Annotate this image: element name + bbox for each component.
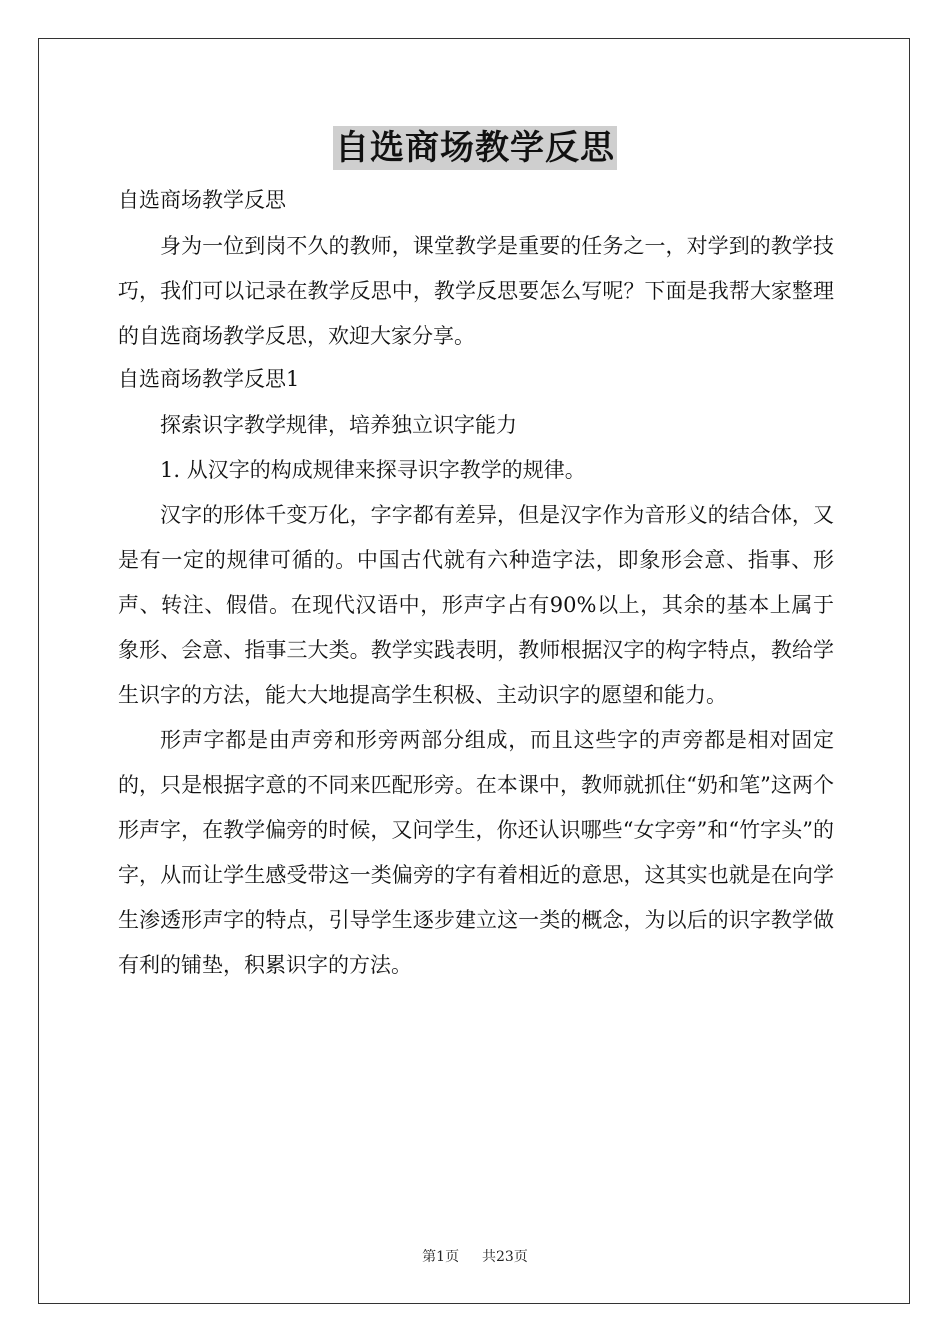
title-container [0, 126, 950, 170]
page-number: 第1页 [422, 1249, 460, 1265]
document-body [118, 180, 834, 988]
numbered-point-1: 1. 从汉字的构成规律来探寻识字教学的规律。 [160, 458, 586, 482]
body-paragraph: 汉字的形体千变万化，字字都有差异，但是汉字作为音形义的结合体，又是有一定的规律可循的。中国古代就有六种造字法，即象形会意、指事、形声、转注、假借。在现代汉语中，形声字占有90%以上，其余的基本上属于象形、会意、指事三大类。教学实践表明，教师根据汉字的构字特点，教给学生识字的方法，能大大地提高学生积极、主动识字的愿望和能力。 [118, 503, 834, 707]
section-heading: 自选商场教学反思 [118, 188, 286, 212]
page-total: 共23页 [482, 1249, 528, 1265]
subtitle-paragraph: 探索识字教学规律，培养独立识字能力 [160, 413, 517, 437]
body-paragraph: 形声字都是由声旁和形旁两部分组成，而且这些字的声旁都是相对固定的，只是根据字意的不同来匹配形旁。在本课中，教师就抓住“奶和笔”这两个形声字，在教学偏旁的时候，又问学生，你还认识哪些“女字旁”和“竹字头”的字，从而让学生感受带这一类偏旁的字有着相近的意思，这其实也就是在向学生渗透形声字的特点，引导学生逐步建立这一类的概念，为以后的识字教学做有利的铺垫，积累识字的方法。 [118, 728, 834, 977]
intro-paragraph: 身为一位到岗不久的教师，课堂教学是重要的任务之一，对学到的教学技巧，我们可以记录在教学反思中，教学反思要怎么写呢？下面是我帮大家整理的自选商场教学反思，欢迎大家分享。 [118, 234, 834, 348]
page-footer [0, 1246, 950, 1266]
section-heading-1: 自选商场教学反思1 [118, 367, 300, 391]
document-title: 自选商场教学反思 [335, 128, 615, 168]
